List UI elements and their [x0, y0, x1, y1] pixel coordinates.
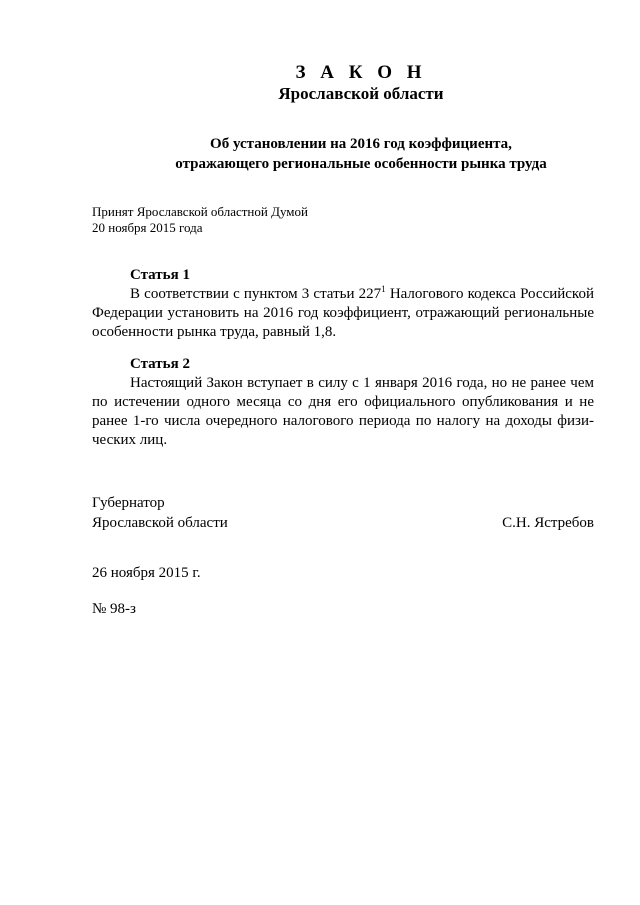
signature-row — [92, 513, 594, 533]
article-2 — [92, 355, 594, 450]
law-subject — [0, 134, 640, 174]
article-2-text: Настоящий Закон вступает в силу с 1 января 2016 года, но не ранее чем по истечении одного месяца со дня его официального опубликования и не ранее 1-го числа очередного налогового периода по налогу на доходы физических лиц. — [92, 375, 594, 448]
adoption-date: 20 ноября 2015 года — [92, 220, 203, 235]
signer-name: С.Н. Ястребов — [502, 515, 594, 531]
signature-block — [92, 493, 594, 533]
article-1-heading: Статья 1 — [130, 267, 190, 283]
adoption-note — [92, 204, 308, 236]
law-title: З А К О Н — [295, 62, 427, 83]
signer-position-line-2: Ярославской области — [92, 515, 228, 531]
signed-date: 26 ноября 2015 г. — [92, 565, 201, 581]
law-subject-line-2: отражающего региональные особенности рынка труда — [175, 156, 547, 172]
law-region: Ярославской области — [278, 84, 444, 103]
article-1-text — [92, 285, 594, 342]
article-1 — [92, 266, 594, 342]
adoption-body: Принят Ярославской областной Думой — [92, 204, 308, 219]
signer-position-line-1: Губернатор — [92, 495, 165, 511]
law-subject-line-1: Об установлении на 2016 год коэффициента, — [210, 136, 512, 152]
article-2-heading: Статья 2 — [130, 356, 190, 372]
article-1-text-start: В соответствии с пунктом 3 статьи 227 — [130, 286, 382, 302]
law-number: № 98-з — [92, 601, 136, 617]
article-1-superscript: 1 — [381, 284, 386, 294]
article-1-text-end: Налогового кодекса Российской Федерации установить на 2016 год коэффициент, отражающий региональные особенности рынка труда, равный 1,8. — [92, 286, 594, 340]
